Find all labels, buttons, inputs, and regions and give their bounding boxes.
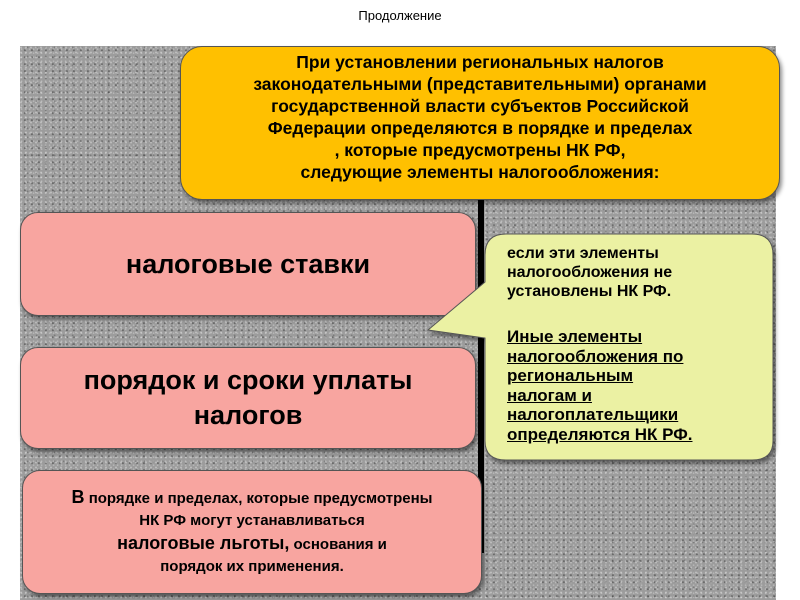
benefits-emphasis: налоговые льготы, — [117, 533, 290, 553]
callout-text — [507, 244, 757, 444]
payment-order-line: порядок и сроки уплаты — [83, 365, 413, 395]
benefits-line-3 — [117, 532, 387, 556]
benefits-line-2 — [139, 510, 364, 532]
payment-order-line: налогов — [193, 400, 303, 430]
callout-line: определяются НК РФ. — [507, 424, 693, 444]
benefits-text: основания и — [289, 536, 387, 553]
benefits-text: порядок их применения. — [160, 558, 344, 575]
payment-order-box — [20, 347, 476, 449]
callout-line: Иные элементы — [507, 327, 643, 346]
benefits-line-4 — [160, 556, 344, 578]
top-heading-box — [180, 46, 780, 200]
top-box-line: законодательными (представительными) органами — [253, 74, 707, 94]
top-box-line: Федерации определяются в порядке и пределах — [267, 118, 693, 138]
benefits-initial: В — [71, 487, 85, 507]
top-box-line: государственной власти субъектов Российской — [271, 96, 689, 116]
tax-benefits-box — [22, 470, 482, 594]
tax-rates-box — [20, 212, 476, 316]
callout-line: налогообложения не — [507, 264, 673, 281]
tax-rates-label: налоговые ставки — [125, 248, 371, 279]
callout-paragraph-2 — [507, 327, 757, 444]
benefits-line-1 — [72, 486, 433, 510]
callout-line: установлены НК РФ. — [507, 283, 672, 300]
top-box-line: , которые предусмотрены НК РФ, — [334, 140, 626, 160]
benefits-text: НК РФ могут устанавливаться — [139, 512, 365, 529]
callout-line: налогообложения по — [507, 346, 684, 366]
page-header: Продолжение — [358, 8, 442, 23]
top-box-line: При установлении региональных налогов — [296, 52, 664, 72]
top-box-line: следующие элементы налогообложения: — [300, 162, 660, 182]
callout-line: налогоплательщики — [507, 405, 679, 424]
callout-paragraph-1 — [507, 244, 757, 301]
benefits-text: порядке и пределах, которые предусмотрены — [84, 490, 433, 507]
callout-line: если эти элементы — [507, 245, 659, 262]
callout-line: региональным — [507, 366, 634, 385]
callout-line: налогам и — [507, 385, 592, 405]
